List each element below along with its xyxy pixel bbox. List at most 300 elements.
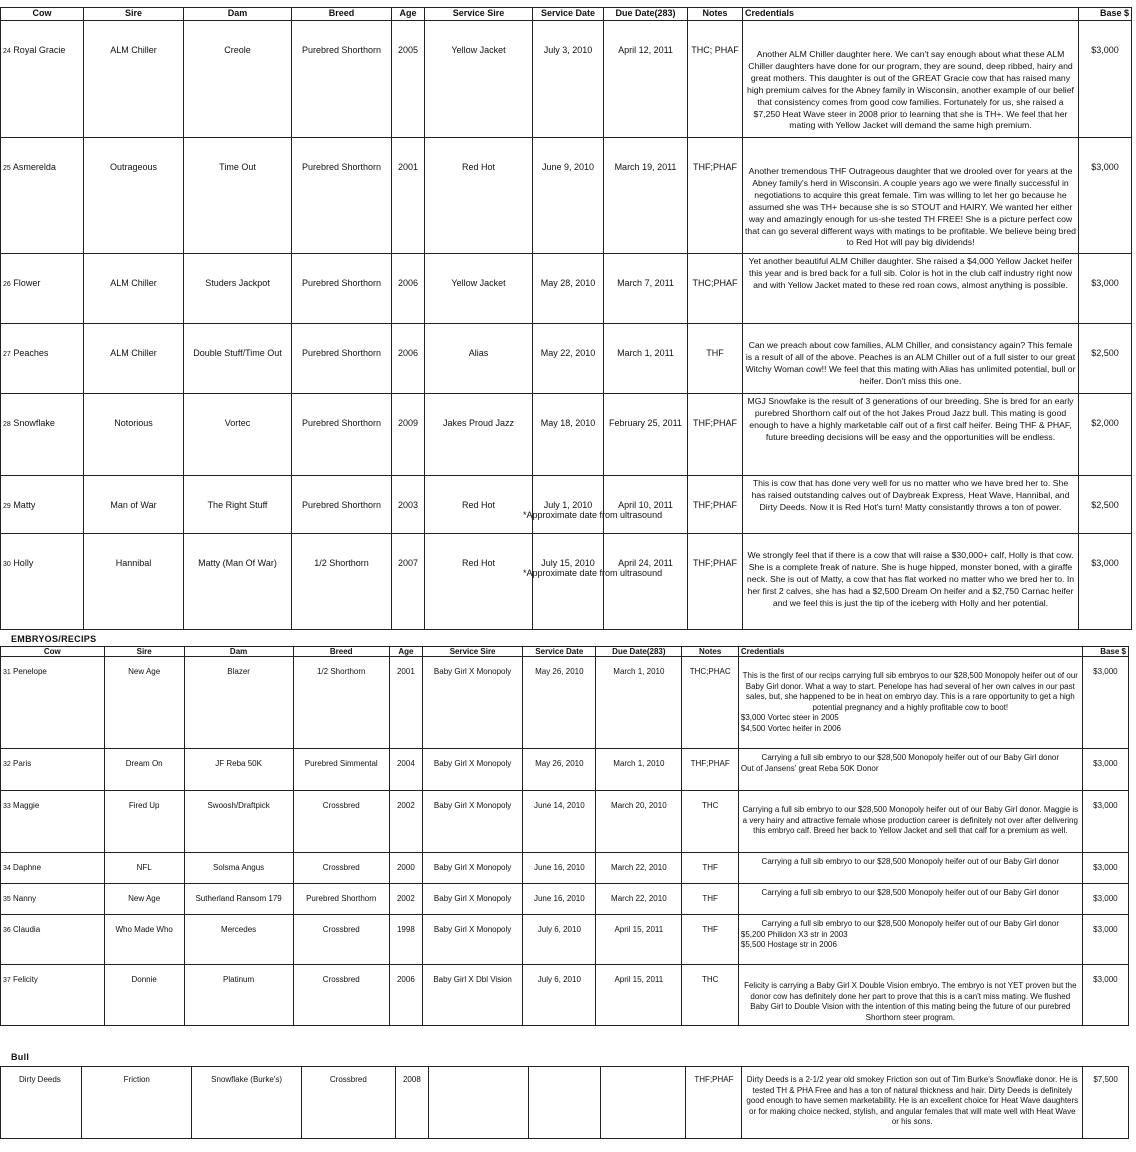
cow-name: [1, 749, 105, 791]
credentials: [743, 394, 1079, 476]
due-date-text: March 7, 2011: [617, 278, 674, 288]
sire-text: Who Made Who: [115, 925, 173, 934]
due-date-text: March 1, 2010: [613, 759, 665, 768]
bull-breed: Crossbred: [302, 1067, 396, 1139]
embryo-header-10: Base $: [1082, 647, 1128, 657]
service-sire-text: Yellow Jacket: [451, 278, 506, 288]
age: [389, 915, 422, 965]
notes-text: THF: [702, 925, 718, 934]
bull-dam: Snowflake (Burke's): [192, 1067, 302, 1139]
due-date: [596, 965, 682, 1026]
table-row: [1, 534, 1132, 630]
sire-text: New Age: [128, 667, 161, 676]
notes-text: THF;PHAF: [693, 418, 737, 428]
breed-text: Purebred Shorthorn: [301, 45, 382, 55]
embryo-header-4: Age: [389, 647, 422, 657]
bull-due-date: [601, 1067, 686, 1139]
age-text: 2001: [396, 667, 415, 676]
row-number: 28: [3, 421, 11, 428]
service-sire: [422, 853, 523, 884]
dam: [184, 254, 292, 324]
base-price: $3,000: [1079, 138, 1132, 254]
bull-credentials: Dirty Deeds is a 2-1/2 year old smokey Friction son out of Tim Burke's Snowflake donor. He is tested TH & PHA Free and has a ton of natural thickness and hair. Dirty Deeds is definitely good enough to have semen marketability. He is an excellent choice for Heat Wave daughters or for making choice necked, stylish, and angular females that will mate well with Heat Wave or his sons.: [742, 1067, 1083, 1139]
bull-table: [0, 1066, 1129, 1139]
service-sire-text: Baby Girl X Monopoly: [433, 801, 512, 810]
cow-name-text: Nanny: [13, 894, 37, 903]
bull-notes: THF;PHAF: [686, 1067, 742, 1139]
credentials-text: Carrying a full sib embryo to our $28,500 Monopoly heifer out of our Baby Girl donor. Maggie is a very hairy and attractive female whose production career is definitely not over after delivering this embryo calf. Breed her back to Yellow Jacket and sell that calf for a premium as well.: [742, 805, 1079, 835]
due-date-text: March 19, 2011: [614, 162, 677, 172]
notes-text: THC: [701, 975, 719, 984]
credentials: [738, 749, 1082, 791]
credentials-text: We strongly feel that if there is a cow that will raise a $30,000+ calf, Holly is that cow. She is a complete freak of nature. She is huge hipped, monster boned, with a giraffe neck. She is out of Matty, a cow that has flat worked no matter who we bred her to. In her first 2 calves, she has had a $2,500 Dream On heifer and a $2,750 Carnac heifer and we feel this is just the tip of the iceberg with Holly and her potential.: [746, 550, 1075, 608]
base-price: $3,000: [1082, 965, 1128, 1026]
dam-text: Studers Jackpot: [205, 278, 270, 288]
dam-text: JF Reba 50K: [215, 759, 262, 768]
service-date-text: May 28, 2010: [540, 278, 596, 288]
due-date: [596, 791, 682, 853]
dam: [184, 394, 292, 476]
sire-text: NFL: [136, 863, 152, 872]
age-text: 2004: [396, 759, 415, 768]
service-date: [533, 324, 604, 394]
embryo-header-2: Dam: [184, 647, 293, 657]
cow-header-8: Notes: [688, 8, 743, 21]
service-date-text: May 26, 2010: [535, 667, 584, 676]
due-date: [596, 853, 682, 884]
row-number: 26: [3, 281, 11, 288]
age-text: 2003: [397, 500, 419, 510]
notes: [688, 324, 743, 394]
due-date: [604, 254, 688, 324]
dam: [184, 915, 293, 965]
cow-name-text: Flower: [13, 278, 41, 288]
bull-age: 2008: [395, 1067, 429, 1139]
notes-text: THC;PHAF: [692, 278, 738, 288]
cow-name: [1, 657, 105, 749]
bull-service-sire: [429, 1067, 529, 1139]
sire-text: Man of War: [110, 500, 157, 510]
cow-name: [1, 21, 84, 138]
credentials: [743, 254, 1079, 324]
notes: [682, 884, 738, 915]
service-date-text: May 18, 2010: [540, 418, 596, 428]
due-date: [596, 884, 682, 915]
due-date: [604, 138, 688, 254]
breed: [293, 749, 389, 791]
notes-text: THC: [701, 801, 719, 810]
age-text: 2009: [397, 418, 419, 428]
base-price: $3,000: [1079, 21, 1132, 138]
service-date: [533, 394, 604, 476]
service-sire: [425, 476, 533, 534]
notes: [688, 138, 743, 254]
credentials-text: Felicity is carrying a Baby Girl X Double Vision embryo. The embryo is not YET proven but the donor cow has definitely done her part to prove that this is a can't miss mating. We flushed Baby Girl to Double Vision with the intention of this mating being the future of our purebred Shorthorn steer program.: [744, 981, 1077, 1022]
dam: [184, 749, 293, 791]
dam: [184, 476, 292, 534]
cow-table: [0, 7, 1132, 630]
cow-name-text: Holly: [13, 558, 34, 568]
age: [392, 21, 425, 138]
notes-text: THC; PHAF: [691, 45, 739, 55]
service-date-text: May 26, 2010: [535, 759, 584, 768]
base-price: $2,500: [1079, 324, 1132, 394]
sire: [104, 657, 184, 749]
cow-name: [1, 853, 105, 884]
age-text: 2002: [396, 894, 415, 903]
dam-text: Sutherland Ransom 179: [195, 894, 282, 903]
base-price: $3,000: [1082, 791, 1128, 853]
cow-name-text: Royal Gracie: [13, 45, 66, 55]
sire-text: New Age: [128, 894, 161, 903]
service-sire: [425, 21, 533, 138]
cow-header-0: Cow: [1, 8, 84, 21]
credentials-text: Yet another beautiful ALM Chiller daughter. She raised a $4,000 Yellow Jacket heifer this year and is bred back for a full sib. Color is hot in the club calf industry right now and with Yellow Jacket mated to these red roan cows, almost anything is possible.: [748, 256, 1073, 290]
sire-text: Hannibal: [115, 558, 152, 568]
credentials-text: Can we preach about cow families, ALM Chiller, and consistancy again? This female is a result of all of the above. Peaches is an ALM Chiller out of a full sister to our great Witchy Woman cow!! We feel that this mating with Alias has unlimited potential, bull or heifer. Don't miss this one.: [745, 340, 1076, 386]
credentials: [743, 534, 1079, 630]
dam: [184, 534, 292, 630]
base-price: $3,000: [1079, 534, 1132, 630]
service-sire-text: Red Hot: [461, 558, 496, 568]
row-number: 36: [3, 927, 11, 934]
cow-name: [1, 534, 84, 630]
service-sire: [425, 138, 533, 254]
notes: [688, 476, 743, 534]
breed: [293, 965, 389, 1026]
sire-text: Fired Up: [128, 801, 160, 810]
embryo-header-5: Service Sire: [422, 647, 523, 657]
table-row: [1, 254, 1132, 324]
due-date: [596, 915, 682, 965]
credentials: [738, 965, 1082, 1026]
dam-text: Matty (Man Of War): [198, 558, 277, 568]
bull-service-date: [528, 1067, 600, 1139]
cow-name-text: Penelope: [13, 667, 47, 676]
breed: [293, 853, 389, 884]
cow-name-text: Snowflake: [13, 418, 55, 428]
notes: [688, 254, 743, 324]
service-date: [533, 21, 604, 138]
due-date: [604, 476, 688, 534]
sire: [104, 791, 184, 853]
service-sire: [425, 534, 533, 630]
notes-text: THF;PHAF: [690, 759, 730, 768]
service-date: [533, 138, 604, 254]
table-row: [1, 915, 1129, 965]
service-date: [533, 254, 604, 324]
notes-text: THF: [706, 348, 724, 358]
breed: [292, 254, 392, 324]
service-date-text: July 1, 2010: [543, 500, 593, 510]
notes: [682, 853, 738, 884]
breed: [292, 21, 392, 138]
service-date: [523, 657, 596, 749]
age-text: 2005: [397, 45, 419, 55]
sire-text: Dream On: [125, 759, 163, 768]
embryo-table-header: [1, 647, 1129, 657]
breed: [292, 138, 392, 254]
cow-name-text: Daphne: [13, 863, 42, 872]
service-sire: [422, 915, 523, 965]
dam: [184, 138, 292, 254]
base-price: $3,000: [1082, 749, 1128, 791]
dam-text: Swoosh/Draftpick: [207, 801, 270, 810]
dam-text: Solsma Angus: [213, 863, 265, 872]
table-row: [1, 21, 1132, 138]
sire: [104, 749, 184, 791]
dam-text: Double Stuff/Time Out: [193, 348, 282, 358]
service-sire: [422, 791, 523, 853]
cow-header-9: Credentials: [743, 8, 1079, 21]
base-price: $3,000: [1082, 915, 1128, 965]
table-row: [1, 476, 1132, 534]
cow-name-text: Matty: [13, 500, 36, 510]
credentials: [738, 884, 1082, 915]
base-price: $3,000: [1082, 884, 1128, 915]
credentials-text: Another ALM Chiller daughter here. We can't say enough about what these ALM Chiller daughters have done for our program, they are sound, deep ribbed, hairy and great mothers. This daughter is out of the GREAT Gracie cow that has raised many high premium calves for the Abney family in Wisconsin, another example of our belief that consistency comes from good cow families. Fortunately for us, she raised a $7,250 Heat Wave steer in 2008 prior to learning that she is TH+. We feel that her mating with Yellow Jacket will demand the same high premium.: [747, 49, 1074, 131]
cow-header-10: Base $: [1079, 8, 1132, 21]
breed: [292, 534, 392, 630]
notes: [682, 749, 738, 791]
cow-name: [1, 254, 84, 324]
cow-header-5: Service Sire: [425, 8, 533, 21]
service-sire-text: Baby Girl X Monopoly: [433, 759, 512, 768]
notes: [682, 915, 738, 965]
age: [392, 394, 425, 476]
breed-text: Purebred Shorthorn: [306, 894, 377, 903]
breed: [292, 324, 392, 394]
service-sire-text: Baby Girl X Dbl Vision: [433, 975, 512, 984]
dam: [184, 884, 293, 915]
service-sire-text: Baby Girl X Monopoly: [433, 667, 512, 676]
dam: [184, 21, 292, 138]
service-date-text: July 6, 2010: [537, 975, 581, 984]
credentials: [738, 657, 1082, 749]
dam: [184, 853, 293, 884]
due-date: [596, 749, 682, 791]
sire-text: ALM Chiller: [110, 45, 157, 55]
notes-text: THF;PHAF: [693, 500, 737, 510]
cow-name: [1, 884, 105, 915]
service-date-text: July 3, 2010: [543, 45, 593, 55]
row-number: 32: [3, 761, 11, 768]
service-date-text: June 9, 2010: [541, 162, 595, 172]
cow-header-3: Breed: [292, 8, 392, 21]
credentials: [743, 476, 1079, 534]
cow-table-header: [1, 8, 1132, 21]
row-number: 37: [3, 977, 11, 984]
table-row: [1, 749, 1129, 791]
breed-text: Purebred Shorthorn: [301, 348, 382, 358]
age: [389, 965, 422, 1026]
notes-text: THF: [702, 863, 718, 872]
notes: [688, 21, 743, 138]
sire-text: ALM Chiller: [110, 348, 157, 358]
cow-name: [1, 138, 84, 254]
sire: [84, 254, 184, 324]
service-date-text: June 14, 2010: [533, 801, 585, 810]
embryo-header-9: Credentials: [738, 647, 1082, 657]
base-price: $2,500: [1079, 476, 1132, 534]
date-note: *Approximate date from ultrasound: [523, 510, 663, 520]
service-date: [523, 853, 596, 884]
cow-name-text: Asmerelda: [12, 162, 56, 172]
age-text: 2007: [397, 558, 419, 568]
sire: [84, 534, 184, 630]
table-row: [1, 965, 1129, 1026]
age-text: 2000: [396, 863, 415, 872]
service-sire-text: Baby Girl X Monopoly: [433, 925, 512, 934]
sire: [104, 915, 184, 965]
notes-text: THC;PHAC: [689, 667, 731, 676]
cow-name: [1, 324, 84, 394]
embryo-header-7: Due Date(283): [596, 647, 682, 657]
age: [389, 749, 422, 791]
sire-text: Notorious: [114, 418, 153, 428]
credentials-text: This is the first of our recips carrying full sib embryos to our $28,500 Monopoly heifer out of our Baby Girl donor. What a way to start. Penelope has had several of her own calves in our past sales, but, she happened to be in heat on embryo day. This is a rare opportunity to get a high potential pregnancy and a highly profitable cow to boot!: [742, 671, 1078, 712]
row-number: 24: [3, 48, 11, 55]
due-date-text: March 20, 2010: [611, 801, 667, 810]
cow-name: [1, 476, 84, 534]
service-sire-text: Yellow Jacket: [451, 45, 506, 55]
embryo-header-1: Sire: [104, 647, 184, 657]
service-sire-text: Alias: [468, 348, 489, 358]
sire-text: ALM Chiller: [110, 278, 157, 288]
age: [392, 534, 425, 630]
cow-header-2: Dam: [184, 8, 292, 21]
notes-text: THF;PHAF: [693, 162, 737, 172]
embryo-header-0: Cow: [1, 647, 105, 657]
breed-text: Purebred Simmental: [304, 759, 378, 768]
due-date-text: March 22, 2010: [611, 863, 667, 872]
cow-header-4: Age: [392, 8, 425, 21]
service-date-text: May 22, 2010: [540, 348, 596, 358]
notes: [688, 394, 743, 476]
due-date: [604, 394, 688, 476]
credentials: [743, 138, 1079, 254]
dam-text: Vortec: [224, 418, 251, 428]
service-sire: [422, 657, 523, 749]
credentials-text: Another tremendous THF Outrageous daughter that we drooled over for years at the Abney family's herd in Wisconsin. A couple years ago we were finally successful in negotiations to acquire this great female. Tim was willing to let her go because he assumed she was TH+ because she is so STOUT and HAIRY. We wanted her either way and amazingly enough for us-she tested TH FREE! She is a picture perfect cow that can go several different ways with matings to be profitable. We believe being bred to Red Hot will pay big dividends!: [745, 166, 1076, 248]
cow-name-text: Paris: [13, 759, 32, 768]
cow-name-text: Peaches: [13, 348, 49, 358]
sire: [84, 324, 184, 394]
sire: [84, 21, 184, 138]
row-number: 34: [3, 865, 11, 872]
cow-name-text: Felicity: [13, 975, 38, 984]
row-number: 27: [3, 351, 11, 358]
dam-text: Time Out: [219, 162, 256, 172]
due-date: [604, 534, 688, 630]
row-number: 25: [3, 165, 11, 172]
cow-header-6: Service Date: [533, 8, 604, 21]
age-text: 2006: [397, 348, 419, 358]
bull-row: [1, 1067, 1129, 1139]
table-row: [1, 394, 1132, 476]
breed-text: Purebred Shorthorn: [301, 500, 382, 510]
table-row: [1, 324, 1132, 394]
service-sire: [425, 324, 533, 394]
service-date-text: July 6, 2010: [537, 925, 581, 934]
breed: [293, 657, 389, 749]
table-row: [1, 657, 1129, 749]
due-date-text: March 1, 2011: [617, 348, 674, 358]
embryos-section-title: EMBRYOS/RECIPS: [11, 634, 97, 644]
credentials-text: Carrying a full sib embryo to our $28,500 Monopoly heifer out of our Baby Girl donor: [761, 857, 1060, 866]
cow-header-7: Due Date(283): [604, 8, 688, 21]
dam: [184, 657, 293, 749]
service-sire: [425, 394, 533, 476]
notes: [682, 791, 738, 853]
sire: [104, 884, 184, 915]
due-date: [604, 21, 688, 138]
breed: [293, 884, 389, 915]
credential-extra-line: $5,500 Hostage str in 2006: [740, 940, 837, 949]
cow-name: [1, 965, 105, 1026]
service-date: [523, 915, 596, 965]
table-row: [1, 884, 1129, 915]
service-sire-text: Baby Girl X Monopoly: [433, 863, 512, 872]
age: [389, 884, 422, 915]
service-sire-text: Jakes Proud Jazz: [442, 418, 515, 428]
cow-name-text: Claudia: [13, 925, 41, 934]
due-date: [604, 324, 688, 394]
age-text: 1998: [396, 925, 415, 934]
base-price: $2,000: [1079, 394, 1132, 476]
age-text: 2002: [396, 801, 415, 810]
credentials-text: Carrying a full sib embryo to our $28,500 Monopoly heifer out of our Baby Girl donor: [761, 753, 1060, 762]
due-date: [596, 657, 682, 749]
service-sire: [425, 254, 533, 324]
due-date-text: March 22, 2010: [611, 894, 667, 903]
breed-text: Crossbred: [322, 863, 360, 872]
credentials-text: MGJ Snowfake is the result of 3 generations of our breeding. She is bred for an early purebred Shorthorn calf out of the hot Jakes Proud Jazz bull. This mating is good enough to have a highly marketable calf out of a first calf heifer. Being THF & PHAF, future breeding decisions will be easy and the opportunities will be endless.: [747, 396, 1074, 442]
service-date: [523, 749, 596, 791]
sire: [84, 476, 184, 534]
dam: [184, 965, 293, 1026]
age: [389, 657, 422, 749]
cow-name-text: Maggie: [13, 801, 40, 810]
age-text: 2001: [397, 162, 419, 172]
cow-header-1: Sire: [84, 8, 184, 21]
bull-base-price: $7,500: [1083, 1067, 1129, 1139]
bull-section-title: Bull: [11, 1052, 30, 1062]
credentials: [738, 791, 1082, 853]
dam-text: Blazer: [227, 667, 250, 676]
row-number: 33: [3, 803, 11, 810]
credential-extra-line: $3,000 Vortec steer in 2005: [740, 713, 839, 722]
row-number: 35: [3, 896, 11, 903]
dam-text: Mercedes: [221, 925, 257, 934]
credentials-text: This is cow that has done very well for us no matter who we have bred her to. She has raised outstanding calves out of Daybreak Express, Heat Wave, Hannibal, and Dirty Deeds. Now it is Red Hot's turn! Matty consistantly throws a ton of power.: [751, 478, 1070, 512]
due-date-text: April 15, 2011: [614, 925, 664, 934]
due-date-text: April 24, 2011: [618, 558, 673, 568]
due-date-text: April 15, 2011: [614, 975, 664, 984]
age: [392, 138, 425, 254]
sire: [104, 853, 184, 884]
breed: [293, 915, 389, 965]
breed-text: Crossbred: [322, 925, 360, 934]
table-row: [1, 791, 1129, 853]
table-row: [1, 138, 1132, 254]
age: [392, 254, 425, 324]
embryo-table: [0, 646, 1129, 1026]
age: [389, 791, 422, 853]
sire: [84, 138, 184, 254]
notes-text: THF: [702, 894, 718, 903]
credentials: [743, 21, 1079, 138]
